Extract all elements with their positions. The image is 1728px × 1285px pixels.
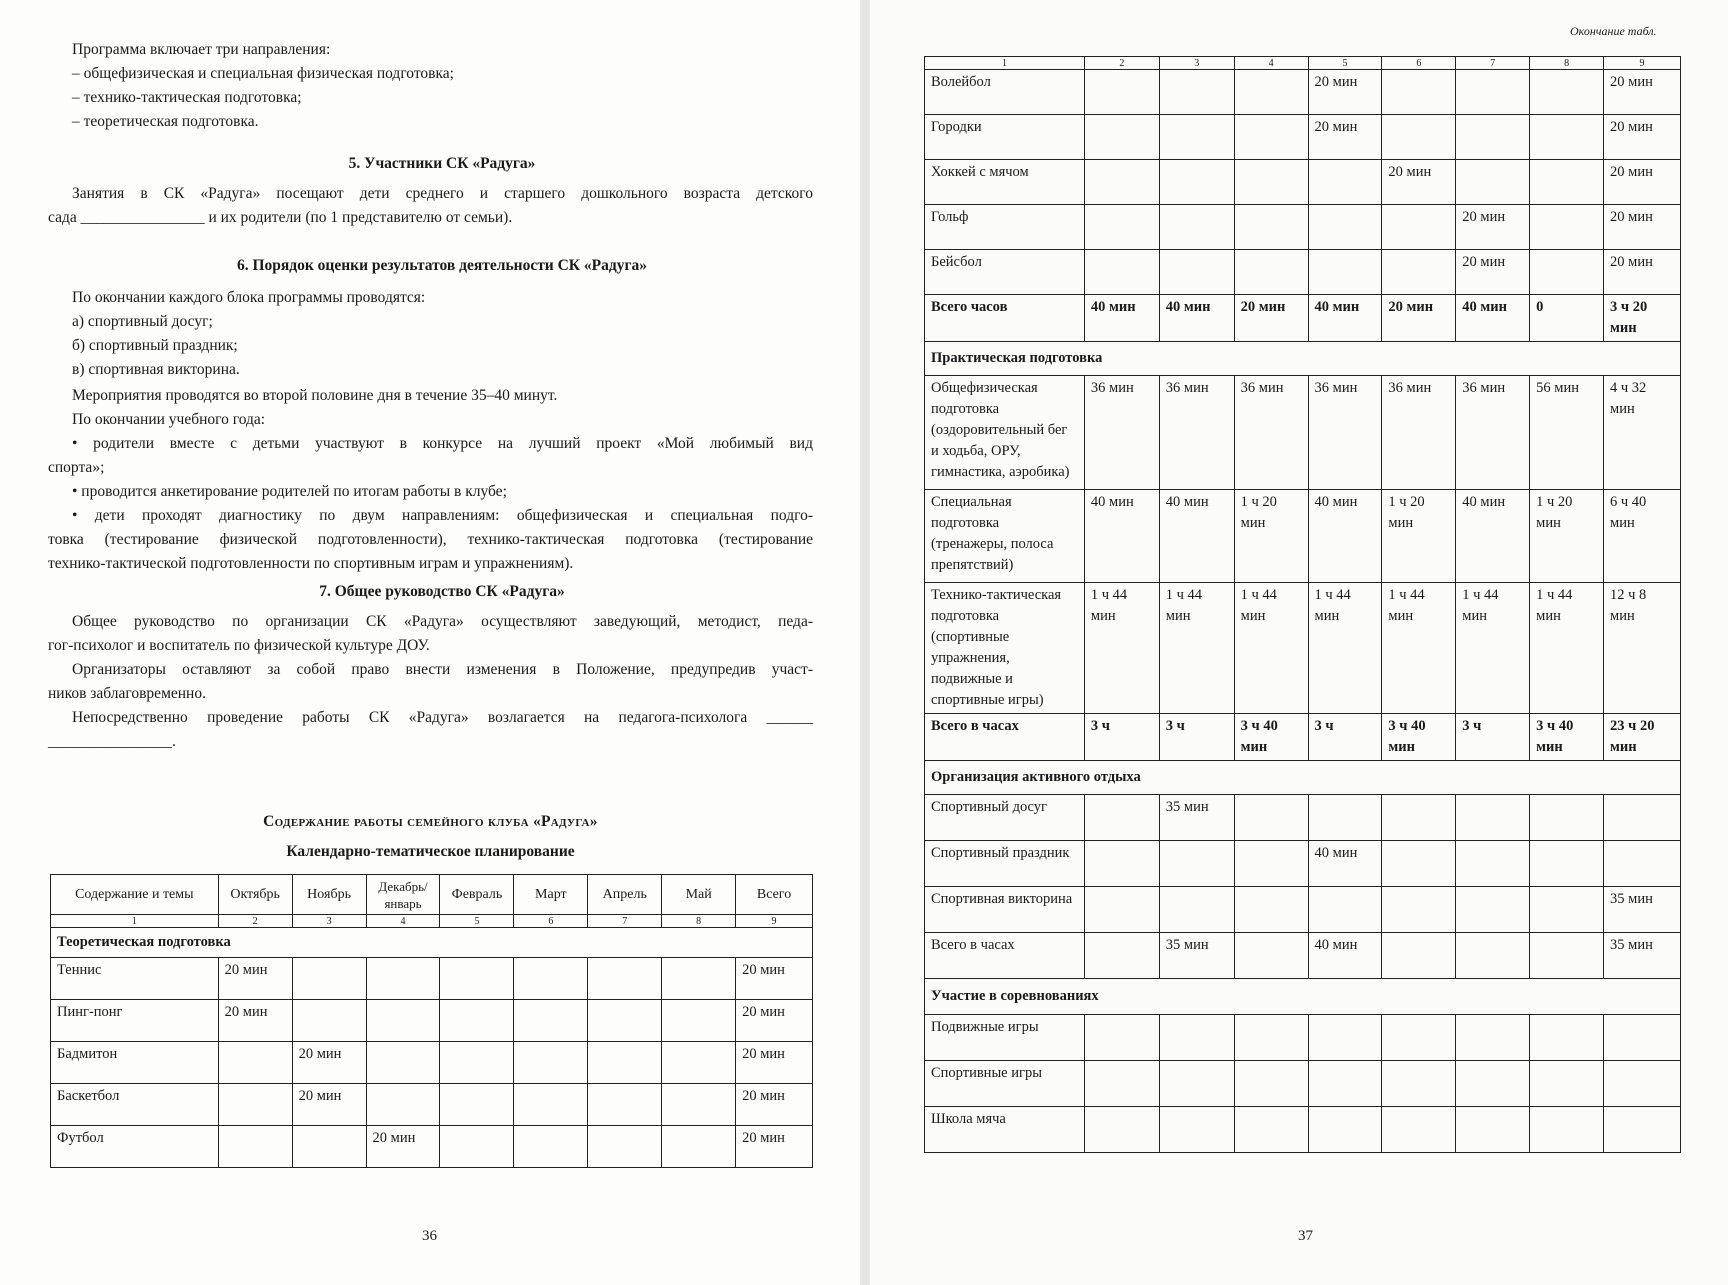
value-cell: 35 мин xyxy=(1159,795,1234,841)
table-row xyxy=(51,1000,813,1042)
program-intro: Программа включает три направления: – общефизическая и специальная физическая подготовка; – технико-тактическая подготовка; – теоретическая подготовка. xyxy=(72,41,454,130)
value-cell xyxy=(1084,115,1159,160)
value-cell xyxy=(1159,160,1234,205)
value-cell: 20 мин xyxy=(1382,160,1456,205)
table-row xyxy=(925,250,1681,295)
value-cell xyxy=(1456,70,1530,115)
table-header-row xyxy=(51,875,813,915)
header-cell: Содержание и темы xyxy=(51,875,219,915)
value-cell: 40 мин xyxy=(1456,490,1530,583)
value-cell xyxy=(292,1000,366,1042)
value-cell: 20 мин xyxy=(292,1042,366,1084)
column-number-row: 1 2 3 4 5 6 7 8 9 xyxy=(51,915,813,928)
page-number-right: 37 xyxy=(1298,1228,1313,1244)
table-row xyxy=(925,70,1681,115)
header-cell: Октябрь xyxy=(218,875,292,915)
value-cell xyxy=(1234,160,1308,205)
value-cell xyxy=(440,1000,514,1042)
table-row xyxy=(925,205,1681,250)
row-label-cell: Баскетбол xyxy=(51,1084,219,1126)
value-cell xyxy=(292,958,366,1000)
value-cell xyxy=(1308,795,1382,841)
value-cell: 1 ч 44 мин xyxy=(1382,583,1456,714)
row-label-cell: Всего часов xyxy=(925,295,1085,342)
row-label-cell: Бадмитон xyxy=(51,1042,219,1084)
value-cell xyxy=(1382,205,1456,250)
value-cell xyxy=(1382,70,1456,115)
value-cell: 20 мин xyxy=(1382,295,1456,342)
value-cell: 1 ч 20 мин xyxy=(1382,490,1456,583)
value-cell xyxy=(1084,160,1159,205)
value-cell xyxy=(1530,1107,1604,1153)
value-cell xyxy=(588,958,662,1000)
value-cell: 40 мин xyxy=(1308,295,1382,342)
value-cell xyxy=(1234,841,1308,887)
value-cell xyxy=(440,1042,514,1084)
table-row xyxy=(925,376,1681,490)
value-cell xyxy=(514,1042,588,1084)
value-cell xyxy=(366,958,440,1000)
value-cell xyxy=(1084,933,1159,979)
value-cell xyxy=(1234,115,1308,160)
value-cell xyxy=(1234,1015,1308,1061)
value-cell xyxy=(1530,160,1604,205)
row-label-cell: Подвижные игры xyxy=(925,1015,1085,1061)
row-label-cell: Спортивная викторина xyxy=(925,887,1085,933)
value-cell xyxy=(588,1042,662,1084)
value-cell: 20 мин xyxy=(736,1084,813,1126)
value-cell: 40 мин xyxy=(1084,490,1159,583)
value-cell: 20 мин xyxy=(1604,115,1681,160)
table-row xyxy=(925,115,1681,160)
row-label-cell: Спортивный праздник xyxy=(925,841,1085,887)
value-cell xyxy=(1530,250,1604,295)
header-cell: Ноябрь xyxy=(292,875,366,915)
value-cell xyxy=(514,958,588,1000)
section5-text: Занятия в СК «Радуга» посещают дети среднего и старшего дошкольного возраста детского сада ________________ и их родители (по 1 представителю от семьи). xyxy=(48,185,813,226)
value-cell xyxy=(366,1042,440,1084)
column-number-row: 1 2 3 4 5 6 7 8 9 xyxy=(925,57,1681,70)
value-cell xyxy=(1604,1061,1681,1107)
value-cell xyxy=(1308,1061,1382,1107)
row-label-cell: Спортивный досуг xyxy=(925,795,1085,841)
value-cell xyxy=(1084,841,1159,887)
value-cell xyxy=(514,1084,588,1126)
value-cell xyxy=(1382,887,1456,933)
value-cell: 3 ч xyxy=(1456,714,1530,761)
table-row xyxy=(925,1061,1681,1107)
value-cell: 35 мин xyxy=(1159,933,1234,979)
value-cell xyxy=(1456,1107,1530,1153)
value-cell xyxy=(218,1084,292,1126)
value-cell: 36 мин xyxy=(1382,376,1456,490)
value-cell xyxy=(1159,887,1234,933)
value-cell xyxy=(1159,1107,1234,1153)
row-label-cell: Гольф xyxy=(925,205,1085,250)
value-cell: 1 ч 20 мин xyxy=(1530,490,1604,583)
value-cell xyxy=(1382,1107,1456,1153)
value-cell xyxy=(1234,933,1308,979)
value-cell xyxy=(1308,205,1382,250)
table-row xyxy=(925,887,1681,933)
row-label-cell: Специальная подготовка (тренажеры, полоса препятствий) xyxy=(925,490,1085,583)
value-cell xyxy=(1604,1015,1681,1061)
value-cell: 35 мин xyxy=(1604,933,1681,979)
value-cell xyxy=(1530,115,1604,160)
value-cell xyxy=(662,1000,736,1042)
table-row xyxy=(925,1015,1681,1061)
value-cell: 1 ч 44 мин xyxy=(1159,583,1234,714)
value-cell xyxy=(1234,1061,1308,1107)
value-cell: 3 ч xyxy=(1084,714,1159,761)
value-cell: 3 ч 40 мин xyxy=(1530,714,1604,761)
row-label-cell: Школа мяча xyxy=(925,1107,1085,1153)
table-row xyxy=(925,795,1681,841)
value-cell xyxy=(1308,250,1382,295)
value-cell xyxy=(662,1084,736,1126)
right-page xyxy=(870,0,1728,1285)
value-cell: 1 ч 44 мин xyxy=(1456,583,1530,714)
value-cell: 20 мин xyxy=(1604,70,1681,115)
value-cell xyxy=(1159,1015,1234,1061)
section-row: Теоретическая подготовка xyxy=(51,928,813,958)
left-page xyxy=(0,0,860,1285)
value-cell: 20 мин xyxy=(1604,205,1681,250)
value-cell xyxy=(1234,205,1308,250)
total-row xyxy=(925,714,1681,761)
value-cell xyxy=(1234,1107,1308,1153)
value-cell xyxy=(440,1084,514,1126)
value-cell xyxy=(588,1000,662,1042)
row-label-cell: Всего в часах xyxy=(925,933,1085,979)
table-row xyxy=(51,1084,813,1126)
value-cell xyxy=(292,1126,366,1168)
value-cell xyxy=(1456,933,1530,979)
value-cell: 1 ч 44 мин xyxy=(1530,583,1604,714)
value-cell xyxy=(366,1000,440,1042)
table-row xyxy=(925,583,1681,714)
total-row xyxy=(925,295,1681,342)
value-cell xyxy=(1159,841,1234,887)
value-cell: 12 ч 8 мин xyxy=(1604,583,1681,714)
value-cell xyxy=(1308,160,1382,205)
value-cell: 56 мин xyxy=(1530,376,1604,490)
value-cell xyxy=(1084,795,1159,841)
value-cell xyxy=(514,1000,588,1042)
value-cell: 20 мин xyxy=(1456,250,1530,295)
value-cell xyxy=(1308,1107,1382,1153)
value-cell xyxy=(1234,795,1308,841)
value-cell xyxy=(1159,115,1234,160)
value-cell: 40 мин xyxy=(1159,295,1234,342)
value-cell: 20 мин xyxy=(1234,295,1308,342)
value-cell: 20 мин xyxy=(1308,70,1382,115)
table-title: Содержание работы семейного клуба «Радуга» xyxy=(263,813,598,830)
value-cell xyxy=(662,1126,736,1168)
value-cell xyxy=(218,1042,292,1084)
value-cell xyxy=(1084,1061,1159,1107)
value-cell xyxy=(1084,250,1159,295)
planning-table xyxy=(50,874,813,1168)
value-cell xyxy=(662,1042,736,1084)
table-subtitle: Календарно-тематическое планирование xyxy=(286,843,575,860)
row-label-cell: Хоккей с мячом xyxy=(925,160,1085,205)
page-number-left: 36 xyxy=(422,1228,437,1244)
value-cell xyxy=(1456,841,1530,887)
value-cell: 1 ч 44 мин xyxy=(1084,583,1159,714)
value-cell xyxy=(1308,1015,1382,1061)
value-cell xyxy=(1234,887,1308,933)
row-label-cell: Спортивные игры xyxy=(925,1061,1085,1107)
table-row xyxy=(51,1126,813,1168)
row-label-cell: Футбол xyxy=(51,1126,219,1168)
table-row xyxy=(925,490,1681,583)
section-row: Организация активного отдыха xyxy=(925,761,1681,795)
value-cell xyxy=(1084,205,1159,250)
value-cell xyxy=(440,958,514,1000)
value-cell xyxy=(1530,841,1604,887)
value-cell: 3 ч 20 мин xyxy=(1604,295,1681,342)
value-cell xyxy=(1382,250,1456,295)
value-cell: 20 мин xyxy=(736,1042,813,1084)
value-cell: 36 мин xyxy=(1159,376,1234,490)
value-cell xyxy=(1382,1061,1456,1107)
value-cell xyxy=(1159,250,1234,295)
value-cell xyxy=(1530,887,1604,933)
value-cell: 1 ч 44 мин xyxy=(1308,583,1382,714)
value-cell xyxy=(1084,887,1159,933)
value-cell: 20 мин xyxy=(1308,115,1382,160)
value-cell xyxy=(662,958,736,1000)
section6-heading: 6. Порядок оценки результатов деятельности СК «Радуга» xyxy=(236,257,648,274)
value-cell: 20 мин xyxy=(366,1126,440,1168)
value-cell: 40 мин xyxy=(1308,933,1382,979)
value-cell xyxy=(1382,1015,1456,1061)
value-cell: 20 мин xyxy=(736,1000,813,1042)
value-cell: 20 мин xyxy=(736,958,813,1000)
value-cell xyxy=(1456,160,1530,205)
row-label-cell: Общефизическая подготовка (оздоровительный бег и ходьба, ОРУ, гимнастика, аэробика) xyxy=(925,376,1085,490)
value-cell xyxy=(1604,841,1681,887)
value-cell: 40 мин xyxy=(1456,295,1530,342)
row-label-cell: Теннис xyxy=(51,958,219,1000)
header-cell: Май xyxy=(662,875,736,915)
table-row xyxy=(925,160,1681,205)
value-cell xyxy=(1604,1107,1681,1153)
row-label-cell: Волейбол xyxy=(925,70,1085,115)
value-cell: 40 мин xyxy=(1084,295,1159,342)
value-cell: 20 мин xyxy=(1604,160,1681,205)
value-cell xyxy=(366,1084,440,1126)
value-cell xyxy=(1382,795,1456,841)
value-cell xyxy=(588,1084,662,1126)
value-cell xyxy=(1530,795,1604,841)
header-cell: Декабрь/ январь xyxy=(366,875,440,915)
value-cell xyxy=(1456,1015,1530,1061)
value-cell: 3 ч xyxy=(1159,714,1234,761)
value-cell xyxy=(1159,70,1234,115)
value-cell: 40 мин xyxy=(1159,490,1234,583)
table-row xyxy=(925,1107,1681,1153)
value-cell: 1 ч 20 мин xyxy=(1234,490,1308,583)
value-cell xyxy=(1456,1061,1530,1107)
value-cell xyxy=(1456,115,1530,160)
row-label-cell: Бейсбол xyxy=(925,250,1085,295)
value-cell xyxy=(1382,841,1456,887)
value-cell: 20 мин xyxy=(218,1000,292,1042)
value-cell xyxy=(1530,1061,1604,1107)
table-row xyxy=(925,933,1681,979)
value-cell: 20 мин xyxy=(292,1084,366,1126)
header-cell: Апрель xyxy=(588,875,662,915)
continuation-label: Окончание табл. xyxy=(1570,24,1657,38)
value-cell xyxy=(1604,795,1681,841)
value-cell xyxy=(1234,250,1308,295)
value-cell xyxy=(218,1126,292,1168)
value-cell: 3 ч xyxy=(1308,714,1382,761)
value-cell: 35 мин xyxy=(1604,887,1681,933)
value-cell: 23 ч 20 мин xyxy=(1604,714,1681,761)
value-cell: 1 ч 44 мин xyxy=(1234,583,1308,714)
value-cell: 4 ч 32 мин xyxy=(1604,376,1681,490)
value-cell: 20 мин xyxy=(218,958,292,1000)
value-cell: 0 xyxy=(1530,295,1604,342)
value-cell xyxy=(1382,115,1456,160)
value-cell: 36 мин xyxy=(1234,376,1308,490)
row-label-cell: Пинг-понг xyxy=(51,1000,219,1042)
value-cell xyxy=(1308,887,1382,933)
value-cell xyxy=(1530,933,1604,979)
value-cell xyxy=(1159,1061,1234,1107)
value-cell xyxy=(514,1126,588,1168)
value-cell xyxy=(1382,933,1456,979)
planning-table-continued xyxy=(924,56,1681,1153)
section6-events: Мероприятия проводятся во второй половине дня в течение 35–40 минут. По окончании учебного года: • родители вместе с детьми участвуют в конкурсе на лучший проект «Мой любимый вид спорта»; • проводится анкетирование родителей по итогам работы в клубе; • дети проходят диагностику по двум направлениям: общефизическая и специальная подго- товка (тестирование физической подготовленности), технико-тактическая подготовка (тестирование технико-тактической подготовленности по спортивным играм и упражнениям). xyxy=(48,387,813,572)
row-label-cell: Всего в часах xyxy=(925,714,1085,761)
value-cell xyxy=(1530,1015,1604,1061)
value-cell xyxy=(1530,70,1604,115)
table-row xyxy=(925,841,1681,887)
table-row xyxy=(51,1042,813,1084)
value-cell: 36 мин xyxy=(1456,376,1530,490)
value-cell: 20 мин xyxy=(736,1126,813,1168)
value-cell xyxy=(1084,70,1159,115)
header-cell: Февраль xyxy=(440,875,514,915)
value-cell xyxy=(1084,1107,1159,1153)
value-cell: 20 мин xyxy=(1604,250,1681,295)
value-cell: 36 мин xyxy=(1084,376,1159,490)
value-cell: 36 мин xyxy=(1308,376,1382,490)
value-cell: 3 ч 40 мин xyxy=(1234,714,1308,761)
section5-heading: 5. Участники СК «Радуга» xyxy=(348,155,536,172)
value-cell: 6 ч 40 мин xyxy=(1604,490,1681,583)
value-cell xyxy=(588,1126,662,1168)
section7-text: Общее руководство по организации СК «Радуга» осуществляют заведующий, методист, педа- гог-психолог и воспитатель по физической культуре ДОУ. Организаторы оставляют за собой право внести изменения в Положение, предупредив участ- ников заблаговременно. Непосредственно проведение работы СК «Радуга» возлагается на педагога-психолога ______ ________________. xyxy=(48,613,813,750)
section7-heading: 7. Общее руководство СК «Радуга» xyxy=(319,583,565,600)
header-cell: Всего xyxy=(736,875,813,915)
value-cell: 40 мин xyxy=(1308,490,1382,583)
value-cell xyxy=(1530,205,1604,250)
row-label-cell: Городки xyxy=(925,115,1085,160)
value-cell xyxy=(1456,795,1530,841)
value-cell xyxy=(1234,70,1308,115)
header-cell: Март xyxy=(514,875,588,915)
value-cell: 3 ч 40 мин xyxy=(1382,714,1456,761)
row-label-cell: Технико-тактическая подготовка (спортивные упражнения, подвижные и спортивные игры) xyxy=(925,583,1085,714)
value-cell xyxy=(1159,205,1234,250)
section-row: Участие в соревнованиях xyxy=(925,979,1681,1015)
value-cell: 40 мин xyxy=(1308,841,1382,887)
table-row xyxy=(51,958,813,1000)
section6-text: По окончании каждого блока программы проводятся: а) спортивный досуг; б) спортивный праздник; в) спортивная викторина. xyxy=(72,289,426,378)
section-row: Практическая подготовка xyxy=(925,342,1681,376)
value-cell xyxy=(440,1126,514,1168)
value-cell xyxy=(1456,887,1530,933)
value-cell: 20 мин xyxy=(1456,205,1530,250)
value-cell xyxy=(1084,1015,1159,1061)
